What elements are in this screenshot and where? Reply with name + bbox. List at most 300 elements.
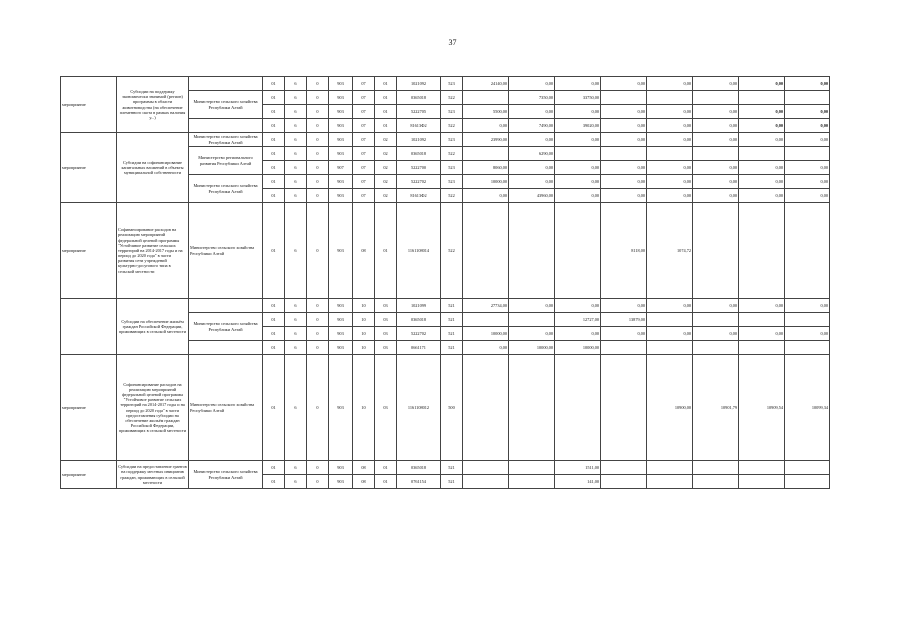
table-cell: Министерство сельского хозяйства Республики Алтай — [189, 203, 263, 299]
table-cell: Субсидии на предоставление грантов на поддержку местных инициатив граждан, проживающих в сельской местности — [117, 461, 189, 489]
table-row — [61, 133, 830, 147]
table-cell: 81613Ф2 — [397, 119, 441, 133]
table-cell: 0,00 — [739, 119, 785, 133]
table-row — [61, 203, 830, 299]
table-cell: 7350,00 — [509, 91, 555, 105]
table-cell: Министерство сельского хозяйства Республики Алтай — [189, 313, 263, 341]
table-cell: 10 — [353, 327, 375, 341]
table-cell — [189, 77, 263, 91]
table-cell: 0,00 — [785, 299, 830, 313]
table-cell: 01 — [263, 161, 285, 175]
table-cell: 07 — [353, 147, 375, 161]
table-cell: 0,00 — [647, 133, 693, 147]
table-cell: 0,00 — [693, 105, 739, 119]
table-cell: 0,00 — [555, 105, 601, 119]
table-cell — [601, 91, 647, 105]
table-cell: 07 — [353, 77, 375, 91]
table-cell — [189, 341, 263, 355]
table-cell: 521 — [441, 475, 463, 489]
table-cell: 02 — [375, 161, 397, 175]
table-cell: 6 — [285, 175, 307, 189]
table-cell: 0,00 — [463, 189, 509, 203]
table-cell: 0 — [307, 203, 329, 299]
table-cell: мероприятие — [61, 133, 117, 203]
table-cell: мероприятие — [61, 77, 117, 133]
table-cell: 01 — [263, 133, 285, 147]
table-cell: Министерство сельского хозяйства Республики Алтай — [189, 461, 263, 489]
table-cell: 5222702 — [397, 327, 441, 341]
table-cell — [739, 341, 785, 355]
table-cell: 903 — [329, 147, 353, 161]
table-cell: 07 — [353, 119, 375, 133]
table-cell: 01 — [375, 91, 397, 105]
table-cell: 10000,00 — [509, 341, 555, 355]
table-cell: 5500,00 — [463, 105, 509, 119]
table-cell: мероприятие — [61, 355, 117, 461]
table-cell: 0661171 — [397, 341, 441, 355]
table-cell: 1161108014 — [397, 203, 441, 299]
table-cell: 08 — [353, 475, 375, 489]
table-cell: 02 — [375, 175, 397, 189]
page-number: 37 — [448, 38, 457, 47]
table-cell — [739, 313, 785, 327]
table-cell: 08 — [353, 203, 375, 299]
table-cell — [555, 147, 601, 161]
table-cell: 01 — [375, 475, 397, 489]
table-cell: 0,00 — [785, 77, 830, 91]
table-cell — [647, 313, 693, 327]
table-cell: 6 — [285, 355, 307, 461]
table-cell: 6 — [285, 161, 307, 175]
table-cell: 0,00 — [693, 119, 739, 133]
table-cell: 6 — [285, 313, 307, 327]
table-cell: 6 — [285, 299, 307, 313]
table-cell: 07 — [353, 91, 375, 105]
table-cell: 10099,34 — [785, 355, 830, 461]
table-cell: 1021092 — [397, 133, 441, 147]
table-cell: 0,00 — [555, 327, 601, 341]
table-cell: 12727,00 — [555, 313, 601, 327]
table-cell: 523 — [441, 175, 463, 189]
table-cell: 01 — [375, 119, 397, 133]
table-cell: 27734,00 — [463, 299, 509, 313]
table-cell — [601, 147, 647, 161]
table-cell: 903 — [329, 475, 353, 489]
table-cell: 0,00 — [601, 77, 647, 91]
table-cell — [601, 475, 647, 489]
table-cell: 0,00 — [647, 105, 693, 119]
table-cell — [785, 341, 830, 355]
table-cell: 0 — [307, 105, 329, 119]
table-cell — [509, 203, 555, 299]
table-cell: 8060,00 — [463, 161, 509, 175]
table-cell: 6 — [285, 91, 307, 105]
table-cell: 03 — [375, 299, 397, 313]
table-cell — [693, 91, 739, 105]
table-cell: 0 — [307, 133, 329, 147]
table-cell: 0,00 — [693, 189, 739, 203]
table-cell: 6 — [285, 105, 307, 119]
table-cell: 141,00 — [555, 475, 601, 489]
table-cell: 0,00 — [647, 119, 693, 133]
table-cell: 0,00 — [739, 105, 785, 119]
table-cell: 0,00 — [693, 133, 739, 147]
table-cell — [693, 461, 739, 475]
table-cell: 0,00 — [601, 133, 647, 147]
table-cell: 0,00 — [601, 161, 647, 175]
table-cell: 1161108012 — [397, 355, 441, 461]
table-cell: 07 — [353, 189, 375, 203]
table-cell — [647, 147, 693, 161]
table-cell: 01 — [263, 77, 285, 91]
table-cell: 43960,00 — [509, 189, 555, 203]
table-cell: 903 — [329, 91, 353, 105]
table-cell: 03 — [375, 327, 397, 341]
table-cell: 521 — [441, 461, 463, 475]
table-cell — [555, 355, 601, 461]
table-cell: 6 — [285, 189, 307, 203]
table-row — [61, 355, 830, 461]
table-cell: 01 — [375, 203, 397, 299]
table-cell: 0,00 — [509, 299, 555, 313]
table-cell: 0,00 — [555, 133, 601, 147]
table-cell: 903 — [329, 341, 353, 355]
table-cell: 903 — [329, 461, 353, 475]
table-cell: Министерство сельского хозяйства Республики Алтай — [189, 355, 263, 461]
table-cell: 0,00 — [739, 299, 785, 313]
table-cell: 0,00 — [739, 161, 785, 175]
table-row — [61, 77, 830, 91]
table-cell: 903 — [329, 77, 353, 91]
table-cell: 6 — [285, 461, 307, 475]
table-cell: 10000,00 — [463, 175, 509, 189]
table-cell — [647, 91, 693, 105]
table-cell: Софинансирование расходов на реализацию мероприятий федеральной целевой программы "Устойчивое развитие сельских территорий на 2014-2017 годы и на период до 2020 года" в части развития сети учреждений культурно-досугового типа в сельской местности — [117, 203, 189, 299]
table-cell: 523 — [441, 133, 463, 147]
table-cell: 6 — [285, 147, 307, 161]
table-cell: 521 — [441, 313, 463, 327]
table-cell: 0761154 — [397, 475, 441, 489]
table-cell: 10901,79 — [693, 355, 739, 461]
table-cell: 0,00 — [647, 77, 693, 91]
table-cell: 07 — [353, 161, 375, 175]
table-cell: 01 — [263, 475, 285, 489]
table-cell: 0365018 — [397, 461, 441, 475]
table-cell — [739, 147, 785, 161]
table-cell: мероприятие — [61, 203, 117, 299]
table-cell: 6 — [285, 119, 307, 133]
budget-table — [60, 76, 830, 489]
table-cell: 01 — [263, 461, 285, 475]
table-cell — [785, 91, 830, 105]
table-cell: Министерство сельского хозяйства Республики Алтай — [189, 91, 263, 119]
table-cell: 0,00 — [785, 327, 830, 341]
table-cell — [739, 203, 785, 299]
table-cell — [693, 341, 739, 355]
table-cell: 0,00 — [693, 299, 739, 313]
table-cell: 6 — [285, 133, 307, 147]
table-cell: 0,00 — [509, 175, 555, 189]
table-cell: 0365018 — [397, 313, 441, 327]
table-cell: 522 — [441, 203, 463, 299]
table-cell — [509, 355, 555, 461]
table-cell: 0,00 — [647, 161, 693, 175]
table-cell — [647, 341, 693, 355]
table-cell: 1511,00 — [555, 461, 601, 475]
table-cell: 0,00 — [509, 327, 555, 341]
table-cell: 0,00 — [785, 133, 830, 147]
table-cell: 523 — [441, 105, 463, 119]
table-cell: 0365018 — [397, 147, 441, 161]
table-cell — [509, 313, 555, 327]
table-cell: Субсидии на обеспечение жильём граждан Российской Федерации, проживающих в сельской местности — [117, 299, 189, 355]
table-cell: 10 — [353, 299, 375, 313]
table-cell: 0,00 — [601, 119, 647, 133]
table-cell: 0 — [307, 313, 329, 327]
table-cell: 01 — [375, 105, 397, 119]
table-cell: 0 — [307, 341, 329, 355]
table-cell: 0 — [307, 461, 329, 475]
table-cell — [189, 119, 263, 133]
table-cell — [463, 313, 509, 327]
table-cell: 01 — [263, 119, 285, 133]
table-cell — [601, 461, 647, 475]
table-cell: 10900,00 — [647, 355, 693, 461]
table-cell: 0,00 — [601, 189, 647, 203]
table-cell — [61, 299, 117, 355]
table-cell: 1074,72 — [647, 203, 693, 299]
table-cell: 10 — [353, 355, 375, 461]
table-cell: 0 — [307, 299, 329, 313]
table-cell: 0,00 — [509, 161, 555, 175]
table-cell — [739, 461, 785, 475]
table-cell: 03 — [375, 341, 397, 355]
table-cell: 01 — [263, 355, 285, 461]
table-cell: 0,00 — [555, 299, 601, 313]
table-cell: 903 — [329, 119, 353, 133]
table-cell — [693, 475, 739, 489]
table-cell: 24140,00 — [463, 77, 509, 91]
table-cell — [739, 91, 785, 105]
table-cell — [189, 299, 263, 313]
table-cell: 0,00 — [693, 77, 739, 91]
table-row — [61, 461, 830, 475]
table-cell: 01 — [263, 105, 285, 119]
table-cell — [785, 313, 830, 327]
table-cell: 903 — [329, 189, 353, 203]
table-cell — [693, 203, 739, 299]
table-cell: Субсидии на поддержку экономически значимой (регион) программы в области животноводства (на обеспечение племенного скота в рамках наличия у...) — [117, 77, 189, 133]
table-cell: 500 — [441, 355, 463, 461]
table-cell: 02 — [375, 189, 397, 203]
table-cell: 07 — [353, 175, 375, 189]
table-cell: 0,00 — [785, 161, 830, 175]
table-cell — [463, 147, 509, 161]
table-cell: 13879,00 — [601, 313, 647, 327]
table-cell: 01 — [375, 461, 397, 475]
table-cell: 0 — [307, 147, 329, 161]
table-cell — [647, 475, 693, 489]
table-cell: 1021092 — [397, 77, 441, 91]
table-cell: 0,00 — [555, 175, 601, 189]
table-cell: 10000,00 — [463, 327, 509, 341]
table-cell: 0,00 — [509, 105, 555, 119]
table-cell: 10000,00 — [555, 341, 601, 355]
table-cell: 522 — [441, 189, 463, 203]
table-cell: 5222702 — [397, 175, 441, 189]
table-cell: 0,00 — [647, 299, 693, 313]
table-cell: 521 — [441, 299, 463, 313]
table-cell — [739, 475, 785, 489]
table-cell: 02 — [375, 147, 397, 161]
table-cell: 10909,54 — [739, 355, 785, 461]
table-cell: 0,00 — [785, 175, 830, 189]
table-cell: 903 — [329, 299, 353, 313]
table-cell: 01 — [263, 341, 285, 355]
table-cell: 0 — [307, 475, 329, 489]
table-cell: 01 — [375, 77, 397, 91]
table-cell: 0 — [307, 189, 329, 203]
table-cell: Министерство сельского хозяйства Республики Алтай — [189, 175, 263, 203]
table-cell: 6290,00 — [509, 147, 555, 161]
table-cell: 0,00 — [601, 299, 647, 313]
table-cell: 523 — [441, 77, 463, 91]
table-cell: 903 — [329, 355, 353, 461]
table-cell — [693, 313, 739, 327]
table-cell: 0 — [307, 91, 329, 105]
table-cell: 522 — [441, 119, 463, 133]
table-cell: 08 — [353, 461, 375, 475]
table-row — [61, 299, 830, 313]
table-cell: 03 — [375, 313, 397, 327]
table-cell: 01 — [263, 175, 285, 189]
table-cell: 903 — [329, 313, 353, 327]
table-cell: 0,00 — [785, 105, 830, 119]
table-cell: 10 — [353, 341, 375, 355]
table-cell: 0,00 — [463, 119, 509, 133]
table-cell: 0 — [307, 161, 329, 175]
table-cell: 01 — [263, 91, 285, 105]
table-cell — [463, 203, 509, 299]
table-cell: 6 — [285, 203, 307, 299]
table-cell: 0,00 — [647, 175, 693, 189]
table-cell: 0 — [307, 327, 329, 341]
table-cell: 0,00 — [509, 133, 555, 147]
table-cell: 903 — [329, 133, 353, 147]
table-cell: Софинансирование расходов на реализацию мероприятий федеральной целевой программы "Устойчивое развитие сельских территорий на 2014-2017 годы и на период до 2020 года" в части предоставления субсидии на обеспечение жильём граждан Российской Федерации, проживающих в сельской местности — [117, 355, 189, 461]
table-cell: 0,00 — [601, 327, 647, 341]
table-cell — [693, 147, 739, 161]
table-cell: 523 — [441, 161, 463, 175]
table-cell — [463, 461, 509, 475]
table-cell: 1021099 — [397, 299, 441, 313]
table-cell: 0,00 — [693, 161, 739, 175]
table-cell: 522 — [441, 91, 463, 105]
table-cell: 0,00 — [555, 77, 601, 91]
table-cell — [463, 355, 509, 461]
table-cell — [785, 203, 830, 299]
table-cell: 522 — [441, 147, 463, 161]
table-cell: Министерство сельского хозяйства Республики Алтай — [189, 133, 263, 147]
table-cell: 903 — [329, 105, 353, 119]
table-cell: 81613Ф2 — [397, 189, 441, 203]
table-cell: 0,00 — [739, 189, 785, 203]
table-cell — [555, 203, 601, 299]
table-cell: 39020,00 — [555, 119, 601, 133]
table-cell: 01 — [263, 189, 285, 203]
table-cell: 01 — [263, 313, 285, 327]
table-cell: 0,00 — [647, 189, 693, 203]
table-cell: 23990,00 — [463, 133, 509, 147]
table-cell: 0 — [307, 119, 329, 133]
table-cell: 907 — [329, 161, 353, 175]
table-cell: 6 — [285, 341, 307, 355]
table-cell: 903 — [329, 203, 353, 299]
table-cell — [785, 475, 830, 489]
table-cell: 0,00 — [647, 327, 693, 341]
table-cell: 903 — [329, 175, 353, 189]
table-cell: 0,00 — [739, 175, 785, 189]
table-cell: 0,00 — [739, 327, 785, 341]
table-cell: 0 — [307, 355, 329, 461]
table-cell — [509, 461, 555, 475]
table-cell — [463, 91, 509, 105]
table-cell: 521 — [441, 327, 463, 341]
table-cell: 01 — [263, 299, 285, 313]
table-cell: 0,00 — [693, 175, 739, 189]
table-cell: 0,00 — [785, 189, 830, 203]
table-cell: 07 — [353, 105, 375, 119]
table-cell: 0,00 — [601, 105, 647, 119]
table-cell — [601, 341, 647, 355]
table-cell: 0,00 — [509, 77, 555, 91]
table-cell: 0,00 — [739, 77, 785, 91]
table-cell: 6 — [285, 475, 307, 489]
table-cell — [463, 475, 509, 489]
table-cell: 5222700 — [397, 161, 441, 175]
table-cell: 0,00 — [785, 119, 830, 133]
table-cell: 521 — [441, 341, 463, 355]
table-cell — [509, 475, 555, 489]
table-cell: 01 — [263, 147, 285, 161]
table-cell: мероприятие — [61, 461, 117, 489]
table-cell: 03 — [375, 355, 397, 461]
table-cell: 0,00 — [601, 175, 647, 189]
table-cell — [785, 147, 830, 161]
table-cell — [601, 355, 647, 461]
table-cell: 5222705 — [397, 105, 441, 119]
table-cell: 02 — [375, 133, 397, 147]
table-cell: 903 — [329, 327, 353, 341]
table-cell: 6 — [285, 77, 307, 91]
table-cell — [785, 461, 830, 475]
table-cell: 0 — [307, 77, 329, 91]
table-cell: 6 — [285, 327, 307, 341]
table-cell: 10 — [353, 313, 375, 327]
table-cell: 01 — [263, 327, 285, 341]
table-cell: 07 — [353, 133, 375, 147]
table-cell: 8118,00 — [601, 203, 647, 299]
table-cell: 0 — [307, 175, 329, 189]
table-cell: 7490,00 — [509, 119, 555, 133]
table-cell: Субсидии на софинансирование капитальных вложений в объекты муниципальной собственности — [117, 133, 189, 203]
table-cell: 01 — [263, 203, 285, 299]
table-cell: Министерство регионального развития Республики Алтай — [189, 147, 263, 175]
table-cell: 0,00 — [463, 341, 509, 355]
table-cell: 0,00 — [693, 327, 739, 341]
table-cell: 0365018 — [397, 91, 441, 105]
table-cell: 0,00 — [555, 161, 601, 175]
